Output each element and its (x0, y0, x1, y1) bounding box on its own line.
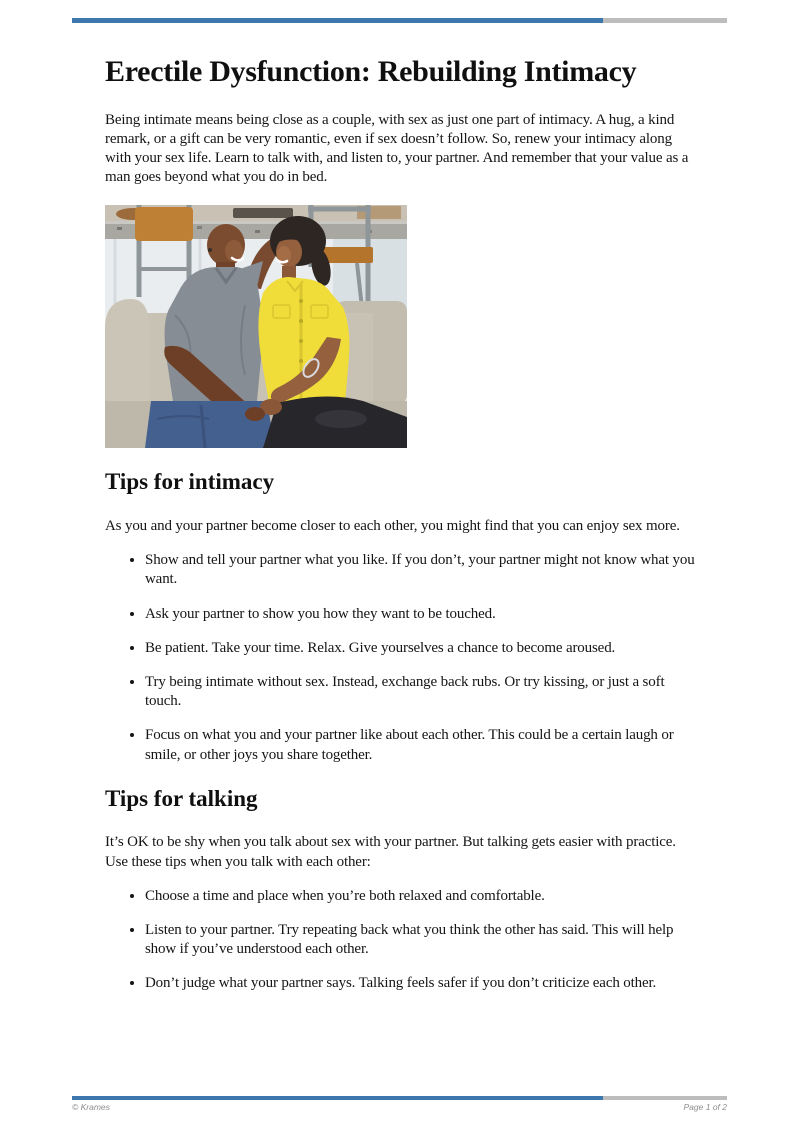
tip-item: • Try being intimate without sex. Instead, exchange back rubs. Or try kissing, or just a soft touch. (145, 673, 696, 711)
section-tips-for-intimacy (105, 468, 696, 764)
footer-rule-gray-segment (603, 1096, 727, 1100)
section-intro: It’s OK to be shy when you talk about sex with your partner. But talking gets easier with practice. Use these tips when you talk with each other: (105, 834, 676, 870)
section-intro: As you and your partner become closer to each other, you might find that you can enjoy sex more. (105, 517, 680, 534)
tip-item: • Focus on what you and your partner like about each other. This could be a certain laugh or smile, or other joys you share together. (145, 726, 696, 764)
section-tips-for-talking (105, 785, 696, 994)
page-title: Erectile Dysfunction: Rebuilding Intimacy (105, 55, 637, 88)
section-heading: Tips for talking (105, 785, 258, 811)
section-heading: Tips for intimacy (105, 469, 275, 495)
footer-rule (72, 1096, 727, 1100)
tip-item: • Choose a time and place when you’re both relaxed and comfortable. (145, 887, 696, 906)
footer-rule-blue-segment (72, 1096, 603, 1100)
tip-item: • Show and tell your partner what you like. If you don’t, your partner might not know what you want. (145, 551, 696, 589)
copyright-text: © Krames (72, 1102, 110, 1112)
page-number-text: Page 1 of 2 (683, 1102, 727, 1112)
tip-item: • Be patient. Take your time. Relax. Give yourselves a chance to become aroused. (145, 639, 696, 658)
couple-photo-illustration (105, 205, 407, 448)
couple-photo (105, 205, 407, 448)
intro-paragraph: Being intimate means being close as a couple, with sex as just one part of intimacy. A hug, a kind remark, or a gift can be very romantic, even if sex doesn’t follow. So, renew your intimacy along with your sex life. Learn to talk with, and listen to, your partner. And remember that your value as a man goes beyond what you do in bed. (105, 111, 689, 186)
footer (72, 1102, 727, 1112)
tips-list (105, 551, 696, 765)
tip-item: • Ask your partner to show you how they want to be touched. (145, 605, 696, 624)
tip-item: • Don’t judge what your partner says. Talking feels safer if you don’t criticize each other. (145, 974, 696, 993)
document-content (105, 0, 696, 994)
tips-list (105, 887, 696, 994)
tip-item: • Listen to your partner. Try repeating back what you think the other has said. This will help show if you’ve understood each other. (145, 921, 696, 959)
